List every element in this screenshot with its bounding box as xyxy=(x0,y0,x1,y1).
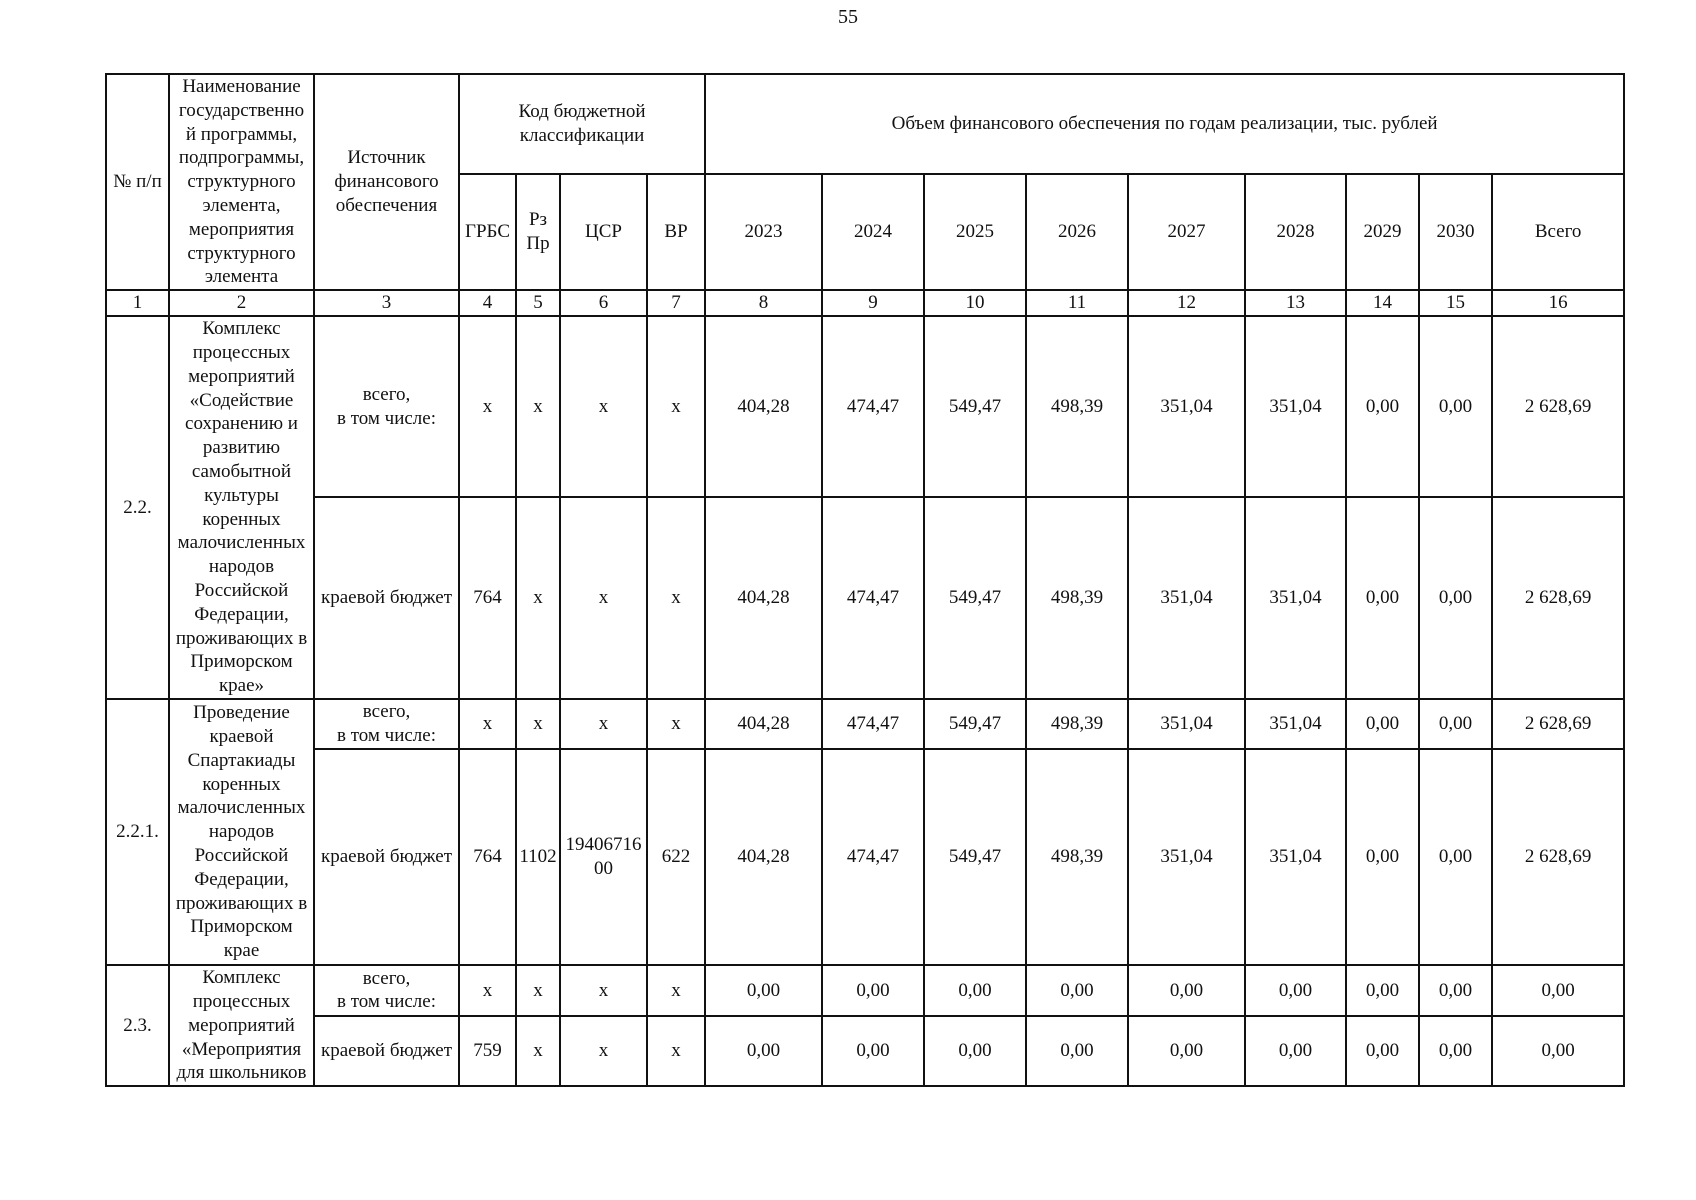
column-number: 7 xyxy=(647,290,705,316)
column-number: 14 xyxy=(1346,290,1419,316)
csr-code: х xyxy=(560,965,647,1016)
year-amount: 0,00 xyxy=(1419,699,1492,749)
column-number: 3 xyxy=(314,290,459,316)
row-name: Проведение краевой Спартакиады коренных малочисленных народов Российской Федерации, проживающих в Приморском крае xyxy=(169,699,314,965)
header-year: 2023 xyxy=(705,174,822,290)
year-amount: 0,00 xyxy=(1419,316,1492,497)
year-amount: 0,00 xyxy=(705,965,822,1016)
column-number: 2 xyxy=(169,290,314,316)
page-number: 55 xyxy=(838,6,858,28)
header-year: 2028 xyxy=(1245,174,1346,290)
year-amount: 351,04 xyxy=(1128,749,1245,965)
csr-code: х xyxy=(560,497,647,699)
financing-source: всего, в том числе: xyxy=(314,965,459,1016)
year-amount: 0,00 xyxy=(1026,1016,1128,1086)
financing-source: всего, в том числе: xyxy=(314,316,459,497)
year-amount: 0,00 xyxy=(924,1016,1026,1086)
year-amount: 498,39 xyxy=(1026,699,1128,749)
year-amount: 0,00 xyxy=(1346,965,1419,1016)
year-amount: 351,04 xyxy=(1245,749,1346,965)
table-row xyxy=(106,965,1624,1016)
total-amount: 2 628,69 xyxy=(1492,497,1624,699)
year-amount: 0,00 xyxy=(1419,749,1492,965)
table-row xyxy=(106,749,1624,965)
year-amount: 0,00 xyxy=(1245,1016,1346,1086)
total-amount: 2 628,69 xyxy=(1492,749,1624,965)
year-amount: 0,00 xyxy=(1346,497,1419,699)
row-number: 2.2. xyxy=(106,316,169,699)
header-year: 2027 xyxy=(1128,174,1245,290)
column-number: 4 xyxy=(459,290,516,316)
column-number: 8 xyxy=(705,290,822,316)
row-number: 2.3. xyxy=(106,965,169,1086)
row-name: Комплекс процессных мероприятий «Мероприятия для школьников xyxy=(169,965,314,1086)
rzpr-code: 1102 xyxy=(516,749,560,965)
rzpr-code: х xyxy=(516,699,560,749)
table-row xyxy=(106,699,1624,749)
csr-code: х xyxy=(560,699,647,749)
grbs-code: 759 xyxy=(459,1016,516,1086)
year-amount: 0,00 xyxy=(822,965,924,1016)
header-num: № п/п xyxy=(106,74,169,290)
year-amount: 498,39 xyxy=(1026,749,1128,965)
rzpr-code: х xyxy=(516,965,560,1016)
year-amount: 474,47 xyxy=(822,699,924,749)
grbs-code: 764 xyxy=(459,749,516,965)
year-amount: 0,00 xyxy=(822,1016,924,1086)
header-grbs: ГРБС xyxy=(459,174,516,290)
year-amount: 0,00 xyxy=(1346,316,1419,497)
vr-code: х xyxy=(647,497,705,699)
column-number: 5 xyxy=(516,290,560,316)
grbs-code: х xyxy=(459,316,516,497)
financing-source: всего, в том числе: xyxy=(314,699,459,749)
header-financing-volume: Объем финансового обеспечения по годам реализации, тыс. рублей xyxy=(705,74,1624,174)
year-amount: 0,00 xyxy=(1128,965,1245,1016)
row-number: 2.2.1. xyxy=(106,699,169,965)
column-number: 6 xyxy=(560,290,647,316)
grbs-code: 764 xyxy=(459,497,516,699)
year-amount: 0,00 xyxy=(1346,749,1419,965)
year-amount: 549,47 xyxy=(924,316,1026,497)
year-amount: 474,47 xyxy=(822,316,924,497)
vr-code: х xyxy=(647,965,705,1016)
year-amount: 549,47 xyxy=(924,699,1026,749)
year-amount: 474,47 xyxy=(822,749,924,965)
grbs-code: х xyxy=(459,965,516,1016)
year-amount: 404,28 xyxy=(705,749,822,965)
csr-code: х xyxy=(560,316,647,497)
year-amount: 0,00 xyxy=(1419,965,1492,1016)
header-name: Наименование государственно й программы, подпрограммы, структурного элемента, мероприятия структурного элемента xyxy=(169,74,314,290)
vr-code: х xyxy=(647,699,705,749)
csr-code: 19406716 00 xyxy=(560,749,647,965)
year-amount: 498,39 xyxy=(1026,316,1128,497)
year-amount: 351,04 xyxy=(1128,699,1245,749)
column-number: 9 xyxy=(822,290,924,316)
column-number: 13 xyxy=(1245,290,1346,316)
header-year: 2024 xyxy=(822,174,924,290)
year-amount: 404,28 xyxy=(705,497,822,699)
year-amount: 404,28 xyxy=(705,699,822,749)
column-number: 15 xyxy=(1419,290,1492,316)
year-amount: 474,47 xyxy=(822,497,924,699)
total-amount: 2 628,69 xyxy=(1492,316,1624,497)
total-amount: 0,00 xyxy=(1492,965,1624,1016)
header-year: 2029 xyxy=(1346,174,1419,290)
table-row xyxy=(106,497,1624,699)
year-amount: 0,00 xyxy=(1026,965,1128,1016)
table-row xyxy=(106,316,1624,497)
year-amount: 0,00 xyxy=(1419,497,1492,699)
year-amount: 351,04 xyxy=(1245,316,1346,497)
column-number: 16 xyxy=(1492,290,1624,316)
table-row xyxy=(106,1016,1624,1086)
financing-source: краевой бюджет xyxy=(314,497,459,699)
financing-source: краевой бюджет xyxy=(314,1016,459,1086)
column-number: 10 xyxy=(924,290,1026,316)
total-amount: 2 628,69 xyxy=(1492,699,1624,749)
year-amount: 351,04 xyxy=(1245,497,1346,699)
year-amount: 498,39 xyxy=(1026,497,1128,699)
column-number: 12 xyxy=(1128,290,1245,316)
year-amount: 0,00 xyxy=(1346,1016,1419,1086)
column-number-row xyxy=(106,290,1624,316)
header-rzpr: Рз Пр xyxy=(516,174,560,290)
year-amount: 0,00 xyxy=(1245,965,1346,1016)
header-vr: ВР xyxy=(647,174,705,290)
year-amount: 0,00 xyxy=(924,965,1026,1016)
rzpr-code: х xyxy=(516,497,560,699)
year-amount: 404,28 xyxy=(705,316,822,497)
financing-table xyxy=(105,73,1625,1087)
header-source: Источник финансового обеспечения xyxy=(314,74,459,290)
column-number: 1 xyxy=(106,290,169,316)
year-amount: 0,00 xyxy=(1128,1016,1245,1086)
header-year: 2030 xyxy=(1419,174,1492,290)
header-total: Всего xyxy=(1492,174,1624,290)
column-number: 11 xyxy=(1026,290,1128,316)
year-amount: 549,47 xyxy=(924,749,1026,965)
header-csr: ЦСР xyxy=(560,174,647,290)
header-budget-code: Код бюджетной классификации xyxy=(459,74,705,174)
rzpr-code: х xyxy=(516,316,560,497)
year-amount: 351,04 xyxy=(1128,497,1245,699)
year-amount: 351,04 xyxy=(1245,699,1346,749)
header-year: 2026 xyxy=(1026,174,1128,290)
total-amount: 0,00 xyxy=(1492,1016,1624,1086)
year-amount: 0,00 xyxy=(1346,699,1419,749)
year-amount: 351,04 xyxy=(1128,316,1245,497)
vr-code: х xyxy=(647,316,705,497)
rzpr-code: х xyxy=(516,1016,560,1086)
vr-code: х xyxy=(647,1016,705,1086)
year-amount: 0,00 xyxy=(1419,1016,1492,1086)
financing-source: краевой бюджет xyxy=(314,749,459,965)
header-year: 2025 xyxy=(924,174,1026,290)
csr-code: х xyxy=(560,1016,647,1086)
year-amount: 0,00 xyxy=(705,1016,822,1086)
year-amount: 549,47 xyxy=(924,497,1026,699)
vr-code: 622 xyxy=(647,749,705,965)
row-name: Комплекс процессных мероприятий «Содействие сохранению и развитию самобытной культуры коренных малочисленных народов Российской Федерации, проживающих в Приморском крае» xyxy=(169,316,314,699)
grbs-code: х xyxy=(459,699,516,749)
